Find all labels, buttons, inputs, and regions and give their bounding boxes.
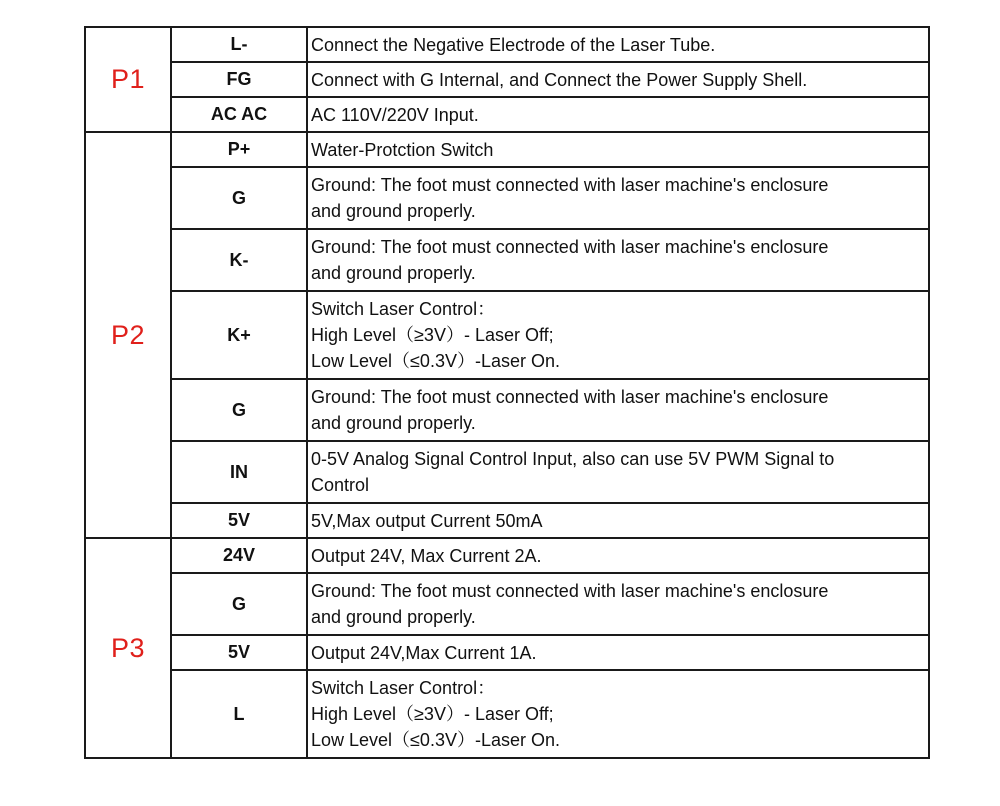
pin-description (307, 670, 929, 758)
description-line: Output 24V, Max Current 2A. (311, 545, 542, 566)
description-line: Output 24V,Max Current 1A. (311, 642, 537, 663)
description-line: Ground: The foot must connected with laser machine's enclosure (311, 581, 829, 601)
pin-name: K+ (171, 291, 307, 379)
description-line: Connect the Negative Electrode of the Laser Tube. (311, 34, 716, 55)
table-row (85, 62, 929, 97)
table-row (85, 229, 929, 291)
pin-name: IN (171, 441, 307, 503)
description-line: and ground properly. (311, 607, 476, 627)
table-row (85, 441, 929, 503)
pin-description (307, 379, 929, 441)
pin-description (307, 291, 929, 379)
group-label-p3: P3 (85, 538, 171, 758)
table-row (85, 538, 929, 573)
table-row (85, 573, 929, 635)
pin-description (307, 27, 929, 62)
pin-name: 5V (171, 635, 307, 670)
pin-description (307, 635, 929, 670)
description-line: Ground: The foot must connected with laser machine's enclosure (311, 175, 829, 195)
table-row (85, 291, 929, 379)
table-row (85, 503, 929, 538)
pin-description (307, 167, 929, 229)
pin-name: 5V (171, 503, 307, 538)
table-row (85, 670, 929, 758)
pin-name: K- (171, 229, 307, 291)
description-line: and ground properly. (311, 201, 476, 221)
pin-description (307, 132, 929, 167)
group-label-p1: P1 (85, 27, 171, 132)
group-label-p2: P2 (85, 132, 171, 538)
description-line: Ground: The foot must connected with laser machine's enclosure (311, 387, 829, 407)
description-line: Switch Laser Control： (311, 299, 496, 319)
description-line: and ground properly. (311, 263, 476, 283)
description-line: AC 110V/220V Input. (311, 104, 479, 125)
pin-description (307, 62, 929, 97)
description-line: Ground: The foot must connected with laser machine's enclosure (311, 237, 829, 257)
description-line: 5V,Max output Current 50mA (311, 510, 543, 531)
description-line: Low Level（≤0.3V）-Laser On. (311, 730, 560, 750)
pin-name: G (171, 573, 307, 635)
description-line: Water-Protction Switch (311, 139, 494, 160)
description-line: Switch Laser Control： (311, 678, 496, 698)
pin-description (307, 503, 929, 538)
description-line: 0-5V Analog Signal Control Input, also can use 5V PWM Signal to (311, 449, 835, 469)
pin-name: 24V (171, 538, 307, 573)
pin-name: L (171, 670, 307, 758)
pin-name: L- (171, 27, 307, 62)
table-row (85, 132, 929, 167)
description-line: and ground properly. (311, 413, 476, 433)
pin-description (307, 441, 929, 503)
table-row (85, 379, 929, 441)
table-row (85, 167, 929, 229)
description-line: Control (311, 475, 370, 495)
pin-description (307, 573, 929, 635)
description-line: High Level（≥3V）- Laser Off; (311, 704, 554, 724)
pin-name: P+ (171, 132, 307, 167)
pin-name: G (171, 379, 307, 441)
table-row (85, 27, 929, 62)
description-line: Connect with G Internal, and Connect the Power Supply Shell. (311, 69, 808, 90)
pin-name: AC AC (171, 97, 307, 132)
pin-name: G (171, 167, 307, 229)
description-line: High Level（≥3V）- Laser Off; (311, 325, 554, 345)
pin-description (307, 97, 929, 132)
description-line: Low Level（≤0.3V）-Laser On. (311, 351, 560, 371)
table-row (85, 97, 929, 132)
pin-description (307, 538, 929, 573)
pin-description (307, 229, 929, 291)
pin-name: FG (171, 62, 307, 97)
table-row (85, 635, 929, 670)
pin-definition-table (84, 26, 930, 759)
